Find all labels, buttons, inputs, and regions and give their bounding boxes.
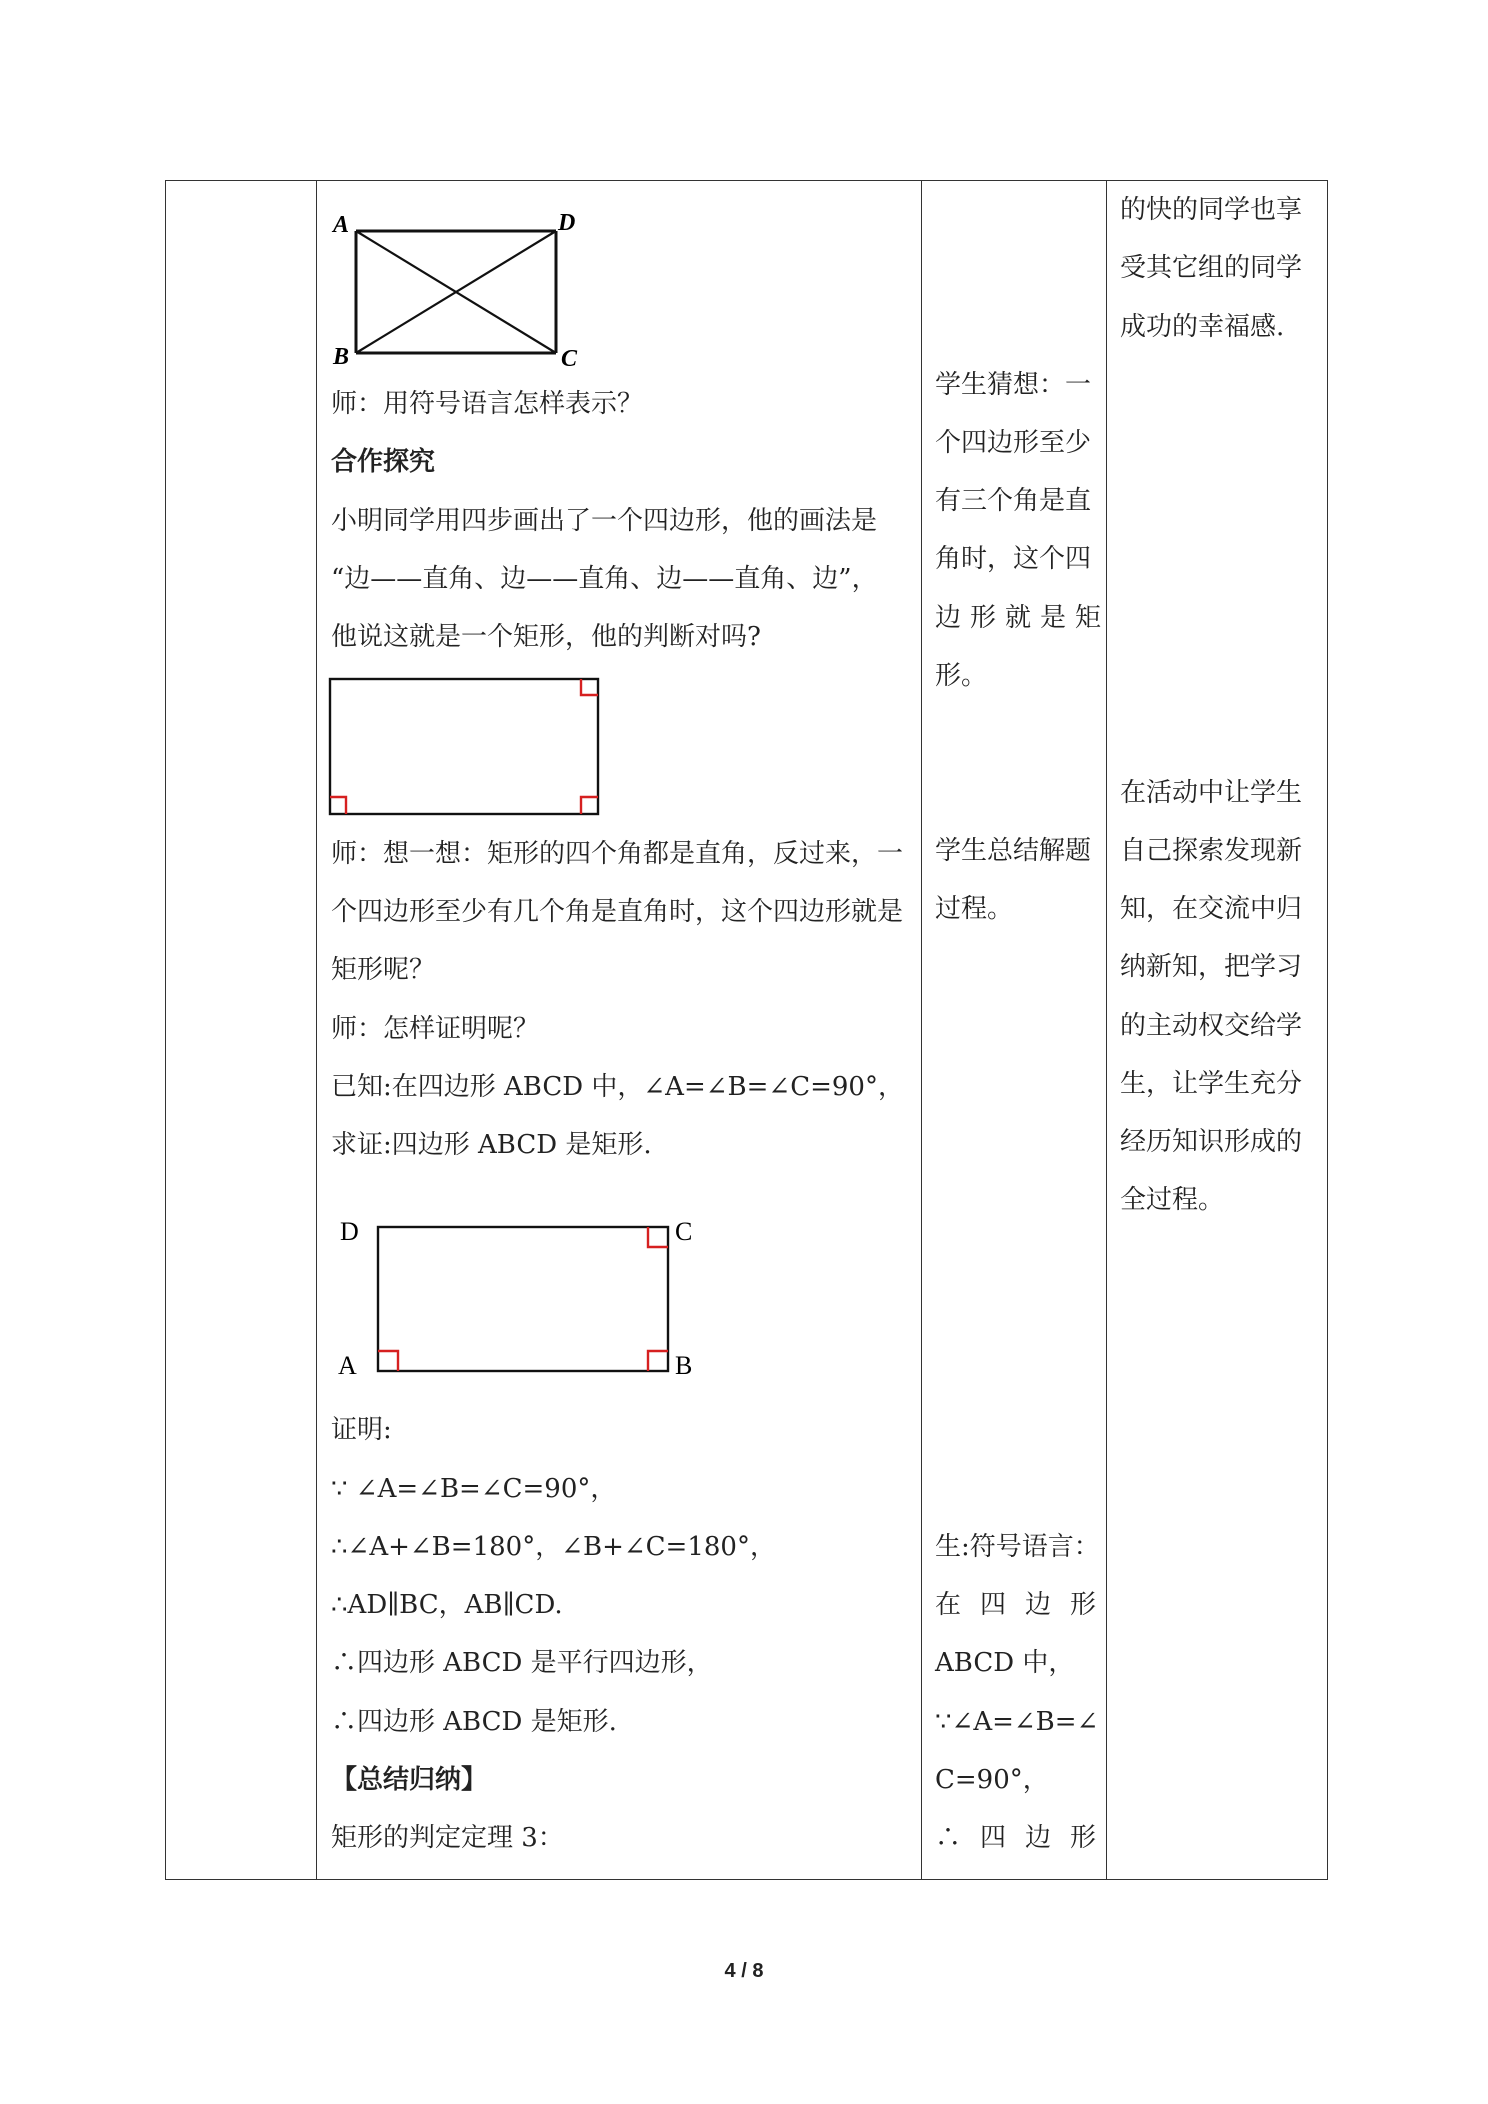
theorem-line: 矩形的判定定理 3： — [331, 1823, 564, 1853]
intent-text-line: 全过程。 — [1120, 1185, 1225, 1215]
right-angle-mark — [648, 1227, 668, 1247]
teacher-question: 师：用符号语言怎样表示？ — [331, 389, 644, 419]
vertex-label-a: A — [338, 1351, 357, 1380]
given-statement: 已知:在四边形 ABCD 中，∠A=∠B=∠C=90°， — [331, 1072, 904, 1102]
student-text-line: 生:符号语言： — [935, 1532, 1100, 1562]
proof-heading: 证明: — [331, 1415, 392, 1445]
student-text-line: 角时，这个四 — [935, 544, 1092, 574]
proof-step: ∴AD∥BC，AB∥CD. — [331, 1590, 563, 1620]
student-text-line: 在四边形 — [935, 1590, 1116, 1620]
student-text-line: 过程。 — [935, 894, 1014, 924]
paragraph-line: 师：想一想：矩形的四个角都是直角，反过来，一 — [331, 839, 904, 869]
teacher-question: 师：怎样证明呢？ — [331, 1014, 540, 1044]
intent-text-line: 知，在交流中归 — [1120, 894, 1303, 924]
intent-text-line: 成功的幸福感. — [1120, 312, 1285, 342]
rectangle-diagonals-figure — [326, 196, 578, 372]
student-text-line: 边形就是矩 — [935, 603, 1111, 633]
right-angle-mark — [648, 1351, 668, 1371]
student-text-line: 个四边形至少 — [935, 428, 1092, 458]
paragraph-line: 个四边形至少有几个角是直角时，这个四边形就是 — [331, 897, 904, 927]
vertex-label-d: D — [558, 210, 576, 236]
vertex-label-c: C — [561, 346, 578, 372]
proof-step: ∴∠A+∠B=180°，∠B+∠C=180°， — [331, 1532, 776, 1562]
intent-text-line: 受其它组的同学 — [1120, 253, 1303, 283]
paragraph-line: 矩形呢？ — [331, 955, 436, 985]
proof-step: ∴四边形 ABCD 是矩形. — [331, 1707, 617, 1737]
vertex-label-b: B — [675, 1351, 693, 1380]
right-angle-mark — [581, 679, 598, 695]
student-text-line: 学生总结解题 — [935, 836, 1092, 866]
student-text-line: 有三个角是直 — [935, 486, 1092, 516]
page-number: 4 / 8 — [724, 1960, 764, 1982]
intent-text-line: 经历知识形成的 — [1120, 1127, 1303, 1157]
right-angle-rectangle-figure — [328, 677, 608, 822]
summary-heading: 【总结归纳】 — [331, 1765, 488, 1795]
proof-step: ∴四边形 ABCD 是平行四边形， — [331, 1648, 713, 1678]
design-intent-column — [1106, 181, 1329, 1879]
teaching-content-column — [316, 181, 921, 1879]
student-text-line: 形。 — [935, 661, 988, 691]
vertex-label-c: C — [675, 1217, 693, 1246]
student-activity-column — [921, 181, 1116, 1879]
paragraph-line: “边——直角、边——直角、边——直角、边”， — [331, 564, 878, 594]
paragraph-line: 他说这就是一个矩形，他的判断对吗? — [331, 622, 761, 652]
vertex-label-a: A — [333, 212, 350, 238]
lesson-table — [165, 180, 1328, 1880]
intent-text-line: 纳新知，把学习 — [1120, 952, 1303, 982]
intent-text-line: 的主动权交给学 — [1120, 1011, 1303, 1041]
intent-text-line: 在活动中让学生 — [1120, 778, 1303, 808]
student-text-line: C=90°， — [935, 1765, 1049, 1795]
student-text-line: 学生猜想：一 — [935, 370, 1092, 400]
intent-text-line: 的快的同学也享 — [1120, 195, 1303, 225]
vertex-label-b: B — [333, 344, 350, 370]
student-text-line: ∵∠A=∠B=∠ — [935, 1707, 1099, 1737]
proof-step: ∵ ∠A=∠B=∠C=90°， — [331, 1474, 617, 1504]
section-heading: 合作探究 — [331, 447, 436, 477]
vertex-label-d: D — [340, 1217, 359, 1246]
paragraph-line: 小明同学用四步画出了一个四边形，他的画法是 — [331, 506, 878, 536]
right-angle-mark — [581, 797, 598, 814]
right-angle-mark — [378, 1351, 398, 1371]
prove-statement: 求证:四边形 ABCD 是矩形. — [331, 1130, 652, 1160]
intent-text-line: 生，让学生充分 — [1120, 1069, 1303, 1099]
rectangle-abcd-figure — [326, 1196, 696, 1380]
intent-text-line: 自己探索发现新 — [1120, 836, 1303, 866]
student-text-line: ABCD 中， — [935, 1648, 1075, 1678]
right-angle-mark — [330, 797, 346, 814]
student-text-line: ∴四边形 — [935, 1823, 1116, 1853]
